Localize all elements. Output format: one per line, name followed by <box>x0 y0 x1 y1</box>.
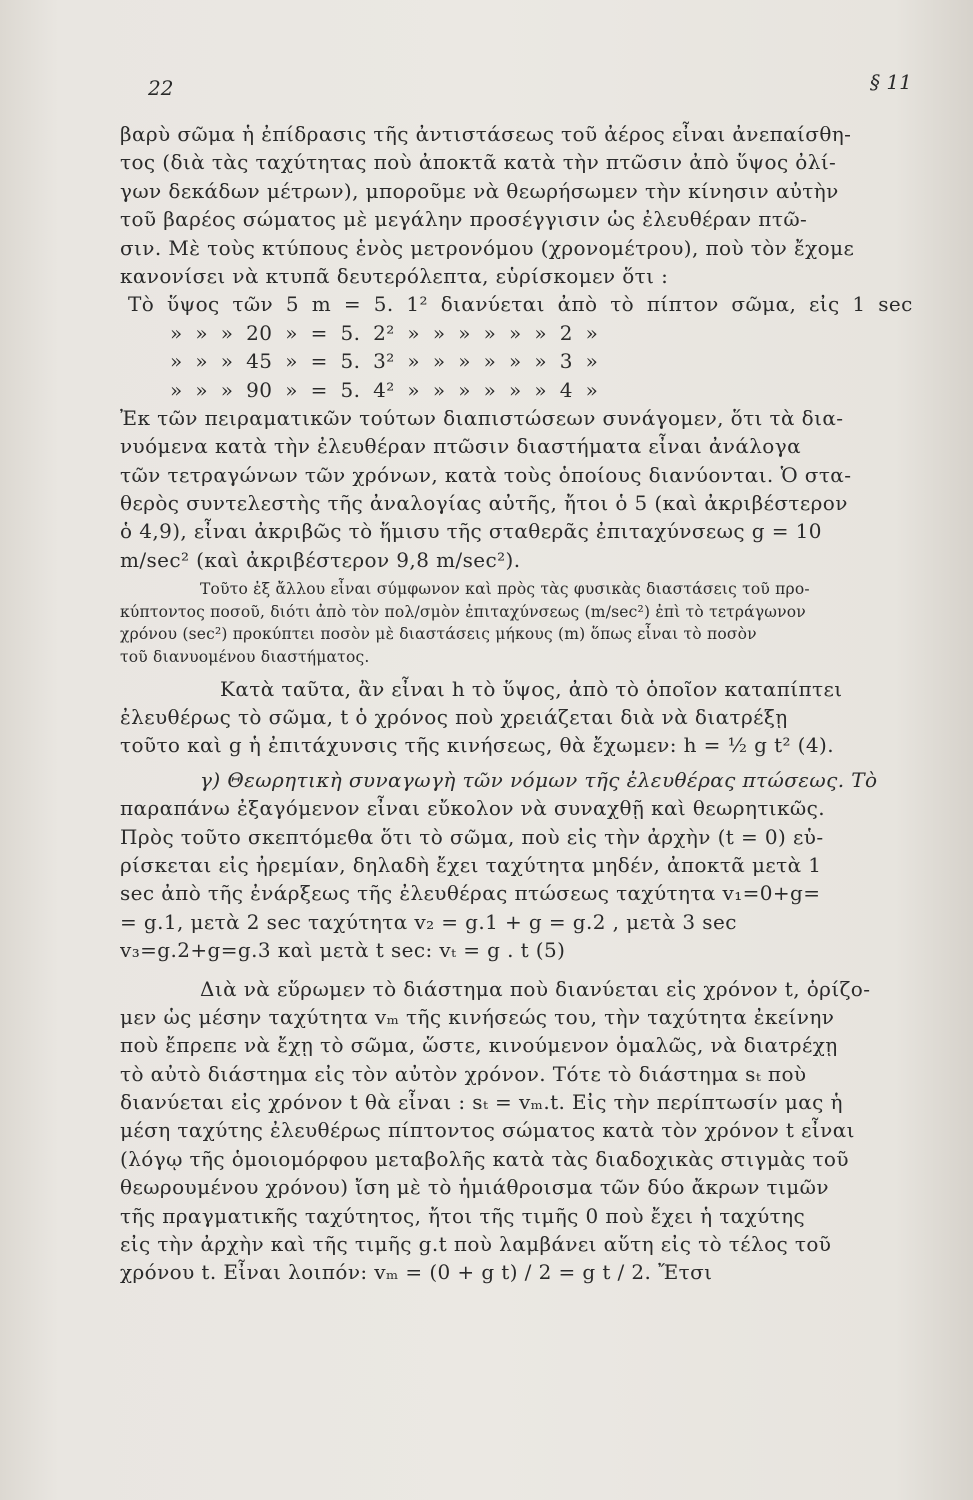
text-line: παραπάνω ἐξαγόμενον εἶναι εὔκολον νὰ συναχθῇ καὶ θεωρητικῶς. <box>120 796 825 821</box>
text-line: sec ἀπὸ τῆς ἐνάρξεως τῆς ἐλευθέρας πτώσεως ταχύτητα v₁=0+g= <box>120 881 821 906</box>
table-row: » » » 45 » = 5. 3² » » » » » » 3 » <box>170 349 599 374</box>
text-line: θερὸς συντελεστὴς τῆς ἀναλογίας αὐτῆς, ἤτοι ὁ 5 (καὶ ἀκριβέστερον <box>120 491 848 516</box>
fall-height-table <box>120 290 960 404</box>
page-header <box>0 70 973 106</box>
text-line: ποὺ ἔπρεπε νὰ ἔχῃ τὸ σῶμα, ὥστε, κινούμενον ὁμαλῶς, νὰ διατρέχῃ <box>120 1033 838 1058</box>
table-row: Τὸ ὕψος τῶν 5 m = 5. 1² διανύεται ἀπὸ τὸ πίπτον σῶμα, εἰς 1 sec <box>128 292 913 317</box>
spacer <box>120 965 960 975</box>
text-line: ὁ 4,9), εἶναι ἀκριβῶς τὸ ἥμισυ τῆς σταθερᾶς ἐπιταχύνσεως g = 10 <box>120 519 822 544</box>
note-line: κύπτοντος ποσοῦ, διότι ἀπὸ τὸν πολ/σμὸν ἐπιταχύνσεως (m/sec²) ἐπὶ τὸ τετράγωνον <box>120 602 806 621</box>
text-line: εἰς τὴν ἀρχὴν καὶ τῆς τιμῆς g.t ποὺ λαμβάνει αὕτη εἰς τὸ τέλος τοῦ <box>120 1232 832 1257</box>
text-line: Πρὸς τοῦτο σκεπτόμεθα ὅτι τὸ σῶμα, ποὺ εἰς τὴν ἀρχὴν (t = 0) εὑ- <box>120 824 824 849</box>
table-row: » » » 20 » = 5. 2² » » » » » » 2 » <box>170 320 599 345</box>
text-line: νυόμενα κατὰ τὴν ἐλευθέραν πτῶσιν διαστήματα εἶναι ἀνάλογα <box>120 434 802 459</box>
text-line: Ἐκ τῶν πειραματικῶν τούτων διαπιστώσεων συνάγομεν, ὅτι τὰ δια- <box>120 405 844 430</box>
average-velocity-paragraph <box>120 975 960 1287</box>
text-line: τῆς πραγματικῆς ταχύτητος, ἤτοι τῆς τιμῆς 0 ποὺ ἔχει ἡ ταχύτης <box>120 1203 806 1228</box>
conclusion-paragraph <box>120 404 960 574</box>
note-line: χρόνου (sec²) προκύπτει ποσὸν μὲ διαστάσεις μήκους (m) ὅπως εἶναι τὸ ποσὸν <box>120 625 757 644</box>
text-line: m/sec² (καὶ ἀκριβέστερον 9,8 m/sec²). <box>120 547 521 572</box>
note-line: Τοῦτο ἐξ ἄλλου εἶναι σύμφωνον καὶ πρὸς τὰς φυσικὰς διαστάσεις τοῦ προ- <box>200 580 810 599</box>
table-row: » » » 90 » = 5. 4² » » » » » » 4 » <box>170 377 599 402</box>
page-body <box>120 120 960 1287</box>
text-line: τὸ αὐτὸ διάστημα εἰς τὸν αὐτὸν χρόνον. Τότε τὸ διάστημα sₜ ποὺ <box>120 1061 807 1086</box>
text-line: ἐλευθέρως τὸ σῶμα, t ὁ χρόνος ποὺ χρειάζεται διὰ νὰ διατρέξῃ <box>120 705 788 730</box>
page-number: 22 <box>148 76 174 100</box>
text-line: τοῦ βαρέος σώματος μὲ μεγάλην προσέγγισιν ὡς ἐλευθέραν πτῶ- <box>120 207 808 232</box>
note-line: τοῦ διανυομένου διαστήματος. <box>120 648 370 667</box>
text-line: (λόγῳ τῆς ὁμοιομόρφου μεταβολῆς κατὰ τὰς διαδοχικὰς στιγμὰς τοῦ <box>120 1146 849 1171</box>
text-line: μεν ὡς μέσην ταχύτητα vₘ τῆς κινήσεώς του, τὴν ταχύτητα ἐκείνην <box>120 1004 835 1029</box>
text-line: κανονίσει νὰ κτυπᾶ δευτερόλεπτα, εὑρίσκομεν ὅτι : <box>120 263 669 288</box>
text-line: σιν. Μὲ τοὺς κτύπους ἑνὸς μετρονόμου (χρονομέτρου), ποὺ τὸν ἔχομε <box>120 235 855 260</box>
subsection-heading-line: γ) Θεωρητικὴ συναγωγὴ τῶν νόμων τῆς ἐλευθέρας πτώσεως. Τὸ <box>200 767 878 792</box>
footnote-block <box>120 578 960 668</box>
text-line: διανύεται εἰς χρόνον t θὰ εἶναι : sₜ = vₘ.t. Εἰς τὴν περίπτωσίν μας ἡ <box>120 1090 843 1115</box>
text-line: τος (διὰ τὰς ταχύτητας ποὺ ἀποκτᾶ κατὰ τὴν πτῶσιν ἀπὸ ὕψος ὀλί- <box>120 150 837 175</box>
text-line: τοῦτο καὶ g ἡ ἐπιτάχυνσις τῆς κινήσεως, θὰ ἔχωμεν: h = ½ g t² (4). <box>120 733 834 758</box>
text-line: θεωρουμένου χρόνου) ἴση μὲ τὸ ἡμιάθροισμα τῶν δύο ἄκρων τιμῶν <box>120 1175 829 1200</box>
text-line: χρόνου t. Εἶναι λοιπόν: vₘ = (0 + g t) / 2 = g t / 2. Ἔτσι <box>120 1260 713 1285</box>
intro-paragraph <box>120 120 960 290</box>
text-line: = g.1, μετὰ 2 sec ταχύτητα v₂ = g.1 + g = g.2 , μετὰ 3 sec <box>120 909 737 934</box>
text-line: μέση ταχύτης ἐλευθέρως πίπτοντος σώματος κατὰ τὸν χρόνον t εἶναι <box>120 1118 855 1143</box>
text-line: γων δεκάδων μέτρων), μποροῦμε νὰ θεωρήσωμεν τὴν κίνησιν αὐτὴν <box>120 178 839 203</box>
text-line: τῶν τετραγώνων τῶν χρόνων, κατὰ τοὺς ὁποίους διανύονται. Ὁ στα- <box>120 462 852 487</box>
text-line: Κατὰ ταῦτα, ἂν εἶναι h τὸ ὕψος, ἀπὸ τὸ ὁποῖον καταπίπτει <box>220 676 843 701</box>
section-reference: § 11 <box>870 70 912 94</box>
formula-paragraph <box>120 675 960 965</box>
text-line: βαρὺ σῶμα ἡ ἐπίδρασις τῆς ἀντιστάσεως τοῦ ἀέρος εἶναι ἀνεπαίσθη- <box>120 122 852 146</box>
text-line: ρίσκεται εἰς ἠρεμίαν, δηλαδὴ ἔχει ταχύτητα μηδέν, ἀποκτᾶ μετὰ 1 <box>120 852 822 877</box>
text-line: v₃=g.2+g=g.3 καὶ μετὰ t sec: vₜ = g . t (5) <box>120 938 566 963</box>
text-line: Διὰ νὰ εὕρωμεν τὸ διάστημα ποὺ διανύεται εἰς χρόνον t, ὁρίζο- <box>200 976 871 1001</box>
